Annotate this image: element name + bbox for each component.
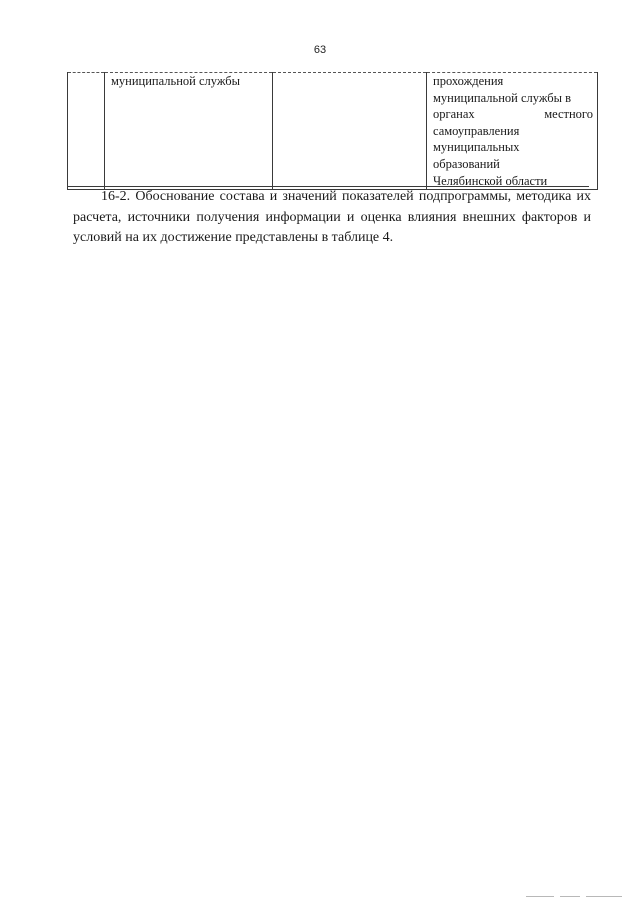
body-paragraph: 16-2. Обоснование состава и значений показателей подпрограммы, методика их расчета, источники получения информации и оценка влияния внешних факторов и условий на их достижение представлены в таблице 4. xyxy=(73,189,591,245)
footer-mark xyxy=(526,896,554,897)
table-cell-empty-1 xyxy=(68,73,105,190)
cell-word: местного xyxy=(544,107,593,122)
footer-scan-marks xyxy=(526,896,622,897)
table-row xyxy=(68,73,598,190)
data-table xyxy=(67,72,598,190)
cell-line: Челябинской области xyxy=(433,173,548,188)
indicator-table-fragment xyxy=(67,72,593,190)
cell-line: самоуправления xyxy=(433,123,520,138)
table-cell-empty-3 xyxy=(273,73,427,190)
table-cell-service-name: муниципальной службы xyxy=(105,73,273,190)
page-number: 63 xyxy=(313,44,327,56)
cell-line: муниципальных xyxy=(433,140,520,155)
footer-mark xyxy=(560,896,580,897)
cell-line: прохождения xyxy=(433,74,504,88)
cell-line: муниципальной службы в xyxy=(433,90,572,105)
footer-mark xyxy=(586,896,622,897)
cell-line: образований xyxy=(433,156,500,171)
cell-word: органах xyxy=(433,107,475,122)
table-cell-description xyxy=(427,73,598,190)
cell-line-justified xyxy=(433,106,593,123)
